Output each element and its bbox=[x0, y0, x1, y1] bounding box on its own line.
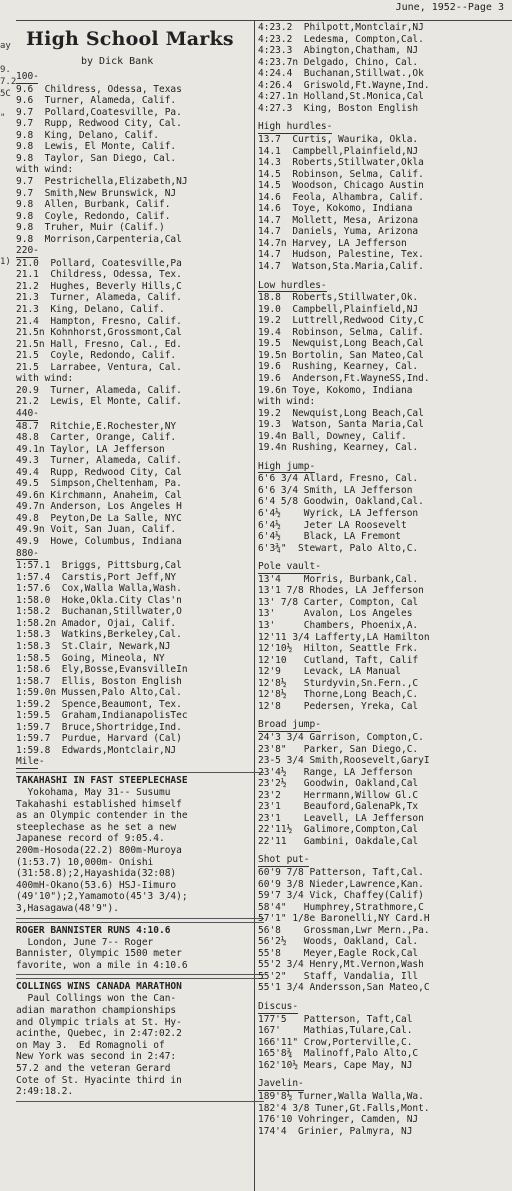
result-row: 9.7 Rupp, Redwood City, Cal. bbox=[16, 118, 182, 130]
left-edge-fragments bbox=[0, 40, 17, 840]
result-row: 22'11½ Galimore,Compton,Cal bbox=[258, 824, 419, 836]
result-row: 49.6n Kirchmann, Anaheim, Cal bbox=[16, 489, 182, 501]
result-row: 19.3 Watson, Santa Maria,Cal bbox=[258, 419, 424, 431]
story-line: Takahashi established himself bbox=[16, 798, 182, 810]
result-row: 48.8 Carter, Orange, Calif. bbox=[16, 432, 177, 444]
result-row: 4:27.1n Holland,St.Monica,Cal bbox=[258, 91, 424, 103]
story-line: Japanese record of 9:05.4. bbox=[16, 833, 165, 845]
result-row: with wind: bbox=[258, 396, 316, 408]
result-row: 14.7 Hudson, Palestine, Tex. bbox=[258, 249, 424, 261]
result-row: 18.8 Roberts,Stillwater,Ok. bbox=[258, 292, 419, 304]
edge-fragment bbox=[0, 268, 14, 280]
result-row: 12'10½ Hilton, Seattle Frk. bbox=[258, 643, 419, 655]
event-heading: High jump- bbox=[258, 460, 316, 472]
result-row: 6'6 3/4 Allard, Fresno, Cal. bbox=[258, 473, 419, 485]
story-headline: COLLINGS WINS CANADA MARATHON bbox=[16, 981, 182, 993]
story-line: 200m-Hosoda(22.2) 800m-Muroya bbox=[16, 845, 182, 857]
result-row: 19.2 Luttrell,Redwood City,C bbox=[258, 315, 424, 327]
result-row: 14.7 Watson,Sta.Maria,Calif. bbox=[258, 260, 424, 272]
result-row: 14.5 Robinson, Selma, Calif. bbox=[258, 168, 424, 180]
result-row: 58'4" Humphrey,Strathmore,C bbox=[258, 901, 424, 913]
story-line: New York was second in 2:47: bbox=[16, 1051, 177, 1063]
page-header: June, 1952--Page 3 bbox=[395, 2, 504, 13]
result-row: 55'8 Meyer,Eagle Rock,Cal bbox=[258, 947, 419, 959]
result-row: 177'5 Patterson, Taft,Cal bbox=[258, 1013, 413, 1025]
mile-results bbox=[258, 22, 504, 114]
result-row: 19.2 Newquist,Long Beach,Cal bbox=[258, 407, 424, 419]
story-headline: ROGER BANNISTER RUNS 4:10.6 bbox=[16, 924, 171, 936]
edge-fragment bbox=[0, 304, 14, 316]
result-row: 60'9 3/8 Nieder,Lawrence,Kan. bbox=[258, 878, 424, 890]
result-row: 56'2½ Woods, Oakland, Cal. bbox=[258, 936, 419, 948]
result-row: 21.2 Lewis, El Monte, Calif. bbox=[16, 396, 182, 408]
result-row: 1:58.2 Buchanan,Stillwater,O bbox=[16, 606, 182, 618]
story-line: steeplechase as he set a new bbox=[16, 821, 177, 833]
result-row: 21.5n Kohnhorst,Grossmont,Cal bbox=[16, 327, 182, 339]
edge-fragment: 7.2 bbox=[0, 77, 17, 87]
result-row: with wind: bbox=[16, 164, 74, 176]
result-row: 60'9 7/8 Patterson, Taft,Cal. bbox=[258, 867, 424, 879]
edge-fragment: " bbox=[0, 113, 6, 123]
result-row: 19.5 Newquist,Long Beach,Cal bbox=[258, 338, 424, 350]
result-row: 19.4 Robinson, Selma, Calif. bbox=[258, 326, 424, 338]
story-box bbox=[16, 978, 264, 1101]
result-row: 6'3¾" Stewart, Palo Alto,C. bbox=[258, 542, 419, 554]
result-row: 6'4½ Wyrick, LA Jefferson bbox=[258, 508, 419, 520]
edge-fragment bbox=[0, 316, 14, 328]
result-row: 19.0 Campbell,Plainfield,NJ bbox=[258, 303, 419, 315]
result-row: 19.4n Rushing, Kearney, Cal. bbox=[258, 442, 419, 454]
story-line: 400mH-Okano(53.6) HSJ-Iimuro bbox=[16, 879, 177, 891]
result-row: 1:59.0n Mussen,Palo Alto,Cal. bbox=[16, 687, 182, 699]
event-heading: Javelin- bbox=[258, 1078, 304, 1090]
result-row: 6'4 5/8 Goodwin, Oakland,Cal. bbox=[258, 496, 424, 508]
news-stories bbox=[16, 772, 264, 1102]
edge-fragment bbox=[0, 160, 14, 172]
edge-fragment bbox=[0, 124, 14, 136]
story-line: and Olympic trials at St. Hy- bbox=[16, 1016, 182, 1028]
event-heading: Mile- bbox=[16, 756, 45, 768]
story-line: (1:53.7) 10,000m- Onishi bbox=[16, 856, 154, 868]
result-row: 19.6 Anderson,Ft.WayneSS,Ind. bbox=[258, 372, 430, 384]
result-row: 14.3 Roberts,Stillwater,Okla bbox=[258, 157, 424, 169]
result-row: 23'2½ Goodwin, Oakland,Cal bbox=[258, 778, 419, 790]
result-row: 1:59.7 Purdue, Harvard (Cal) bbox=[16, 733, 182, 745]
right-events bbox=[258, 114, 504, 1137]
story-line: (31:58.8);2,Hayashida(32:08) bbox=[16, 868, 177, 880]
result-row: 1:58.0 Hoke,Okla.City Clas'n bbox=[16, 594, 182, 606]
result-row: 189'8½ Turner,Walla Walla,Wa. bbox=[258, 1090, 424, 1102]
result-row: 14.6 Feola, Alhambra, Calif. bbox=[258, 191, 424, 203]
result-row: 21.3 King, Delano, Calif. bbox=[16, 304, 165, 316]
result-row: 57'1" 1/8e Baronelli,NY Card.H bbox=[258, 913, 430, 925]
result-row: 21.2 Hughes, Beverly Hills,C bbox=[16, 280, 182, 292]
result-row: 21.5n Hall, Fresno, Cal., Ed. bbox=[16, 338, 182, 350]
result-row: 55'2" Staff, Vandalia, Ill bbox=[258, 970, 419, 982]
result-row: 49.9 Howe, Columbus, Indiana bbox=[16, 536, 182, 548]
event-heading: Discus- bbox=[258, 1001, 299, 1013]
result-row: 1:58.3 St.Clair, Newark,NJ bbox=[16, 640, 171, 652]
result-row: 1:59.7 Bruce,Shortridge,Ind. bbox=[16, 721, 182, 733]
edge-fragment: 9. bbox=[0, 65, 11, 75]
edge-fragment bbox=[0, 364, 14, 376]
result-row: 49.7n Anderson, Los Angeles H bbox=[16, 501, 182, 513]
result-row: 49.9n Voit, San Juan, Calif. bbox=[16, 524, 177, 536]
story-line: Paul Collings won the Can- bbox=[16, 993, 177, 1005]
event-heading: 880- bbox=[16, 547, 39, 559]
result-row: 23'4½ Range, LA Jefferson bbox=[258, 766, 413, 778]
event-heading: 100- bbox=[16, 71, 39, 82]
result-row: 1:58.3 Watkins,Berkeley,Cal. bbox=[16, 629, 182, 641]
story-line: Cote of St. Hyacinte third in bbox=[16, 1074, 182, 1086]
result-row: 21.1 Childress, Odessa, Tex. bbox=[16, 269, 182, 281]
story-line: 57.2 and the veteran Gerard bbox=[16, 1062, 171, 1074]
result-row: 4:23.7n Delgado, Chino, Cal. bbox=[258, 56, 419, 68]
result-row: 13' 7/8 Carter, Compton, Cal bbox=[258, 596, 419, 608]
result-row: 4:27.3 King, Boston English bbox=[258, 102, 419, 114]
result-row: 9.7 Pollard,Coatesville, Pa. bbox=[16, 106, 182, 118]
result-row: 19.6n Toye, Kokomo, Indiana bbox=[258, 384, 413, 396]
left-events bbox=[16, 71, 264, 769]
result-row: 14.7 Mollett, Mesa, Arizona bbox=[258, 214, 419, 226]
result-row: 182'4 3/8 Tuner,Gt.Falls,Mont. bbox=[258, 1102, 430, 1114]
result-row: 9.7 Smith,New Brunswick, NJ bbox=[16, 187, 177, 199]
result-row: 23'2 Herrmann,Willow Gl.C bbox=[258, 789, 419, 801]
result-row: 9.8 Lewis, El Monte, Calif. bbox=[16, 141, 177, 153]
result-row: 6'6 3/4 Smith, LA Jefferson bbox=[258, 484, 413, 496]
result-row: 20.9 Turner, Alameda, Calif. bbox=[16, 384, 182, 396]
result-row: 9.8 King, Delano, Calif. bbox=[16, 129, 159, 141]
result-row: 14.7n Harvey, LA Jefferson bbox=[258, 237, 407, 249]
result-row: 1:58.5 Going, Mineola, NY bbox=[16, 652, 165, 664]
edge-fragment bbox=[0, 148, 14, 160]
result-row: 1:57.4 Carstis,Port Jeff,NY bbox=[16, 571, 177, 583]
story-line: 2:49:18.2. bbox=[16, 1086, 74, 1098]
result-row: 13.7 Curtis, Waurika, Okla. bbox=[258, 133, 419, 145]
story-line: Bannister, Olympic 1500 meter bbox=[16, 948, 182, 960]
edge-fragment bbox=[0, 352, 14, 364]
edge-fragment bbox=[0, 208, 14, 220]
result-row: 1:58.7 Ellis, Boston English bbox=[16, 675, 182, 687]
result-row: 4:23.2 Ledesma, Compton,Cal. bbox=[258, 33, 424, 45]
story-line: Yokohama, May 31-- Susumu bbox=[16, 787, 171, 799]
result-row: 23'1 Leavell, LA Jefferson bbox=[258, 812, 424, 824]
story-box bbox=[16, 772, 264, 919]
result-row: 9.7 Pestrichella,Elizabeth,NJ bbox=[16, 175, 188, 187]
result-row: 21.0 Pollard, Coatesville,Pa bbox=[16, 257, 182, 269]
result-row: 13'1 7/8 Rhodes, LA Jefferson bbox=[258, 585, 424, 597]
story-box bbox=[16, 922, 264, 976]
result-row: 9.8 Allen, Burbank, Calif. bbox=[16, 199, 171, 211]
edge-fragment bbox=[0, 220, 14, 232]
result-row: 23'1 Beauford,GalenaPk,Tx bbox=[258, 801, 419, 813]
story-line: 3,Hasagawa(48'9"). bbox=[16, 902, 119, 914]
story-headline: TAKAHASHI IN FAST STEEPLECHASE bbox=[16, 775, 188, 787]
story-line: as an Olympic contender in the bbox=[16, 810, 188, 822]
result-row: 1:58.6 Ely,Bosse,EvansvilleIn bbox=[16, 664, 188, 676]
edge-fragment: 5C bbox=[0, 89, 11, 99]
result-row: 12'8½ Thorne,Long Beach,C. bbox=[258, 689, 419, 701]
result-row: 49.5 Simpson,Cheltenham, Pa. bbox=[16, 478, 182, 490]
result-row: 9.8 Morrison,Carpenteria,Cal bbox=[16, 233, 182, 245]
event-heading: Low hurdles- bbox=[258, 279, 327, 291]
story-line: adian marathon championships bbox=[16, 1004, 177, 1016]
result-row: 12'10 Cutland, Taft, Calif bbox=[258, 654, 419, 666]
result-row: 13'4 Morris, Burbank,Cal. bbox=[258, 573, 419, 585]
result-row: 6'4½ Jeter LA Roosevelt bbox=[258, 519, 407, 531]
edge-fragment bbox=[0, 340, 14, 352]
result-row: 21.5 Larrabee, Ventura, Cal. bbox=[16, 361, 182, 373]
event-heading: Pole vault- bbox=[258, 561, 321, 573]
edge-fragment: ay bbox=[0, 41, 11, 51]
result-row: 14.6 Toye, Kokomo, Indiana bbox=[258, 203, 413, 215]
edge-fragment bbox=[0, 196, 14, 208]
result-row: 13' Chambers, Phoenix,A. bbox=[258, 619, 419, 631]
story-line: on May 3. Ed Romagnoli of bbox=[16, 1039, 165, 1051]
page-title: High School Marks bbox=[26, 28, 234, 50]
result-row: 167' Mathias,Tulare,Cal. bbox=[258, 1025, 413, 1037]
result-row: 19.6 Rushing, Kearney, Cal. bbox=[258, 361, 419, 373]
event-heading: Broad jump- bbox=[258, 719, 321, 731]
result-row: 21.3 Turner, Alameda, Calif. bbox=[16, 292, 182, 304]
result-row: 14.7 Daniels, Yuma, Arizona bbox=[258, 226, 419, 238]
result-row: 4:23.3 Abington,Chatham, NJ bbox=[258, 45, 419, 57]
result-row: 12'8 Pedersen, Yreka, Cal bbox=[258, 700, 419, 712]
result-row: 13' Avalon, Los Angeles bbox=[258, 608, 413, 620]
result-row: 174'4 Grinier, Palmyra, NJ bbox=[258, 1125, 413, 1137]
edge-fragment bbox=[0, 280, 14, 292]
edge-fragment bbox=[0, 100, 14, 112]
result-row: 14.5 Woodson, Chicago Austin bbox=[258, 180, 424, 192]
left-column bbox=[16, 0, 264, 1102]
result-row: 165'8¾ Malinoff,Palo Alto,C bbox=[258, 1048, 419, 1060]
result-row: 4:24.4 Buchanan,Stillwat.,Ok bbox=[258, 68, 424, 80]
story-line: favorite, won a mile in 4:10.6 bbox=[16, 959, 188, 971]
result-row: 22'11 Gambini, Oakdale,Cal bbox=[258, 835, 419, 847]
result-row: 1:59.8 Edwards,Montclair,NJ bbox=[16, 744, 177, 756]
result-row: 14.1 Campbell,Plainfield,NJ bbox=[258, 145, 419, 157]
result-row: 9.8 Coyle, Redondo, Calif. bbox=[16, 210, 171, 222]
edge-fragment: 1) bbox=[0, 257, 11, 267]
result-row: with wind: bbox=[16, 373, 74, 385]
result-row: 1:58.2n Amador, Ojai, Calif. bbox=[16, 617, 177, 629]
edge-fragment bbox=[0, 232, 14, 244]
result-row: 55'2 3/4 Henry,Mt.Vernon,Wash bbox=[258, 959, 424, 971]
byline: by Dick Bank bbox=[81, 56, 154, 67]
result-row: 4:26.4 Griswold,Ft.Wayne,Ind. bbox=[258, 79, 430, 91]
result-row: 1:57.1 Briggs, Pittsburg,Cal bbox=[16, 560, 182, 572]
result-row: 59'7 3/4 Vick, Chaffey(Calif) bbox=[258, 890, 424, 902]
result-row: 49.8 Peyton,De La Salle, NYC bbox=[16, 512, 182, 524]
result-row: 1:59.5 Graham,IndianapolisTec bbox=[16, 710, 188, 722]
result-row: 12'9 Levack, LA Manual bbox=[258, 666, 401, 678]
result-row: 12'11 3/4 Lafferty,LA Hamilton bbox=[258, 631, 430, 643]
result-row: 1:59.2 Spence,Beaumont, Tex. bbox=[16, 698, 182, 710]
result-row: 176'10 Vohringer, Camden, NJ bbox=[258, 1114, 419, 1126]
edge-fragment bbox=[0, 244, 14, 256]
edge-fragment bbox=[0, 184, 14, 196]
result-row: 23-5 3/4 Smith,Roosevelt,GaryI bbox=[258, 755, 430, 767]
result-row: 49.3 Turner, Alameda, Calif. bbox=[16, 455, 182, 467]
edge-fragment bbox=[0, 52, 14, 64]
result-row: 9.8 Taylor, San Diego, Cal. bbox=[16, 152, 177, 164]
result-row: 9.6 Turner, Alameda, Calif. bbox=[16, 95, 177, 107]
event-heading: 440- bbox=[16, 407, 39, 419]
edge-fragment bbox=[0, 136, 14, 148]
edge-fragment bbox=[0, 328, 14, 340]
edge-fragment bbox=[0, 292, 14, 304]
result-row: 23'8" Parker, San Diego,C. bbox=[258, 743, 419, 755]
result-row: 24'3 3/4 Garrison, Compton,C. bbox=[258, 731, 424, 743]
result-row: 166'11" Crow,Porterville,C. bbox=[258, 1036, 413, 1048]
story-line: (49'10");2,Yamamoto(45'3 3/4); bbox=[16, 891, 188, 903]
result-row: 21.5 Coyle, Redondo, Calif. bbox=[16, 350, 177, 362]
result-row: 48.7 Ritchie,E.Rochester,NY bbox=[16, 420, 177, 432]
result-row: 162'10½ Mears, Cape May, NJ bbox=[258, 1059, 413, 1071]
event-heading: High hurdles- bbox=[258, 121, 333, 133]
result-row: 49.1n Taylor, LA Jefferson bbox=[16, 443, 165, 455]
result-row: 49.4 Rupp, Redwood City, Cal bbox=[16, 466, 182, 478]
result-row: 21.4 Hampton, Fresno, Calif. bbox=[16, 315, 182, 327]
result-row: 55'1 3/4 Andersson,San Mateo,C bbox=[258, 982, 430, 994]
result-row: 6'4½ Black, LA Fremont bbox=[258, 531, 401, 543]
result-row: 9.6 Childress, Odessa, Texas bbox=[16, 83, 182, 95]
result-row: 19.4n Ball, Downey, Calif. bbox=[258, 430, 407, 442]
result-row: 19.5n Bortolin, San Mateo,Cal bbox=[258, 349, 424, 361]
result-row: 4:23.2 Philpott,Montclair,NJ bbox=[258, 22, 424, 33]
result-row: 9.8 Truher, Muir (Calif.) bbox=[16, 222, 165, 234]
right-column bbox=[258, 22, 504, 1137]
event-heading: 220- bbox=[16, 245, 39, 257]
result-row: 12'8½ Sturdyvin,Sn.Fern.,C bbox=[258, 677, 419, 689]
result-row: 1:57.6 Cox,Walla Walla,Wash. bbox=[16, 583, 182, 595]
event-heading: Shot put- bbox=[258, 854, 310, 866]
story-line: London, June 7-- Roger bbox=[16, 936, 154, 948]
result-row: 56'8 Grossman,Lwr Mern.,Pa. bbox=[258, 924, 430, 936]
story-line: acinthe, Quebec, in 2:47:02.2 bbox=[16, 1028, 182, 1040]
edge-fragment bbox=[0, 172, 14, 184]
